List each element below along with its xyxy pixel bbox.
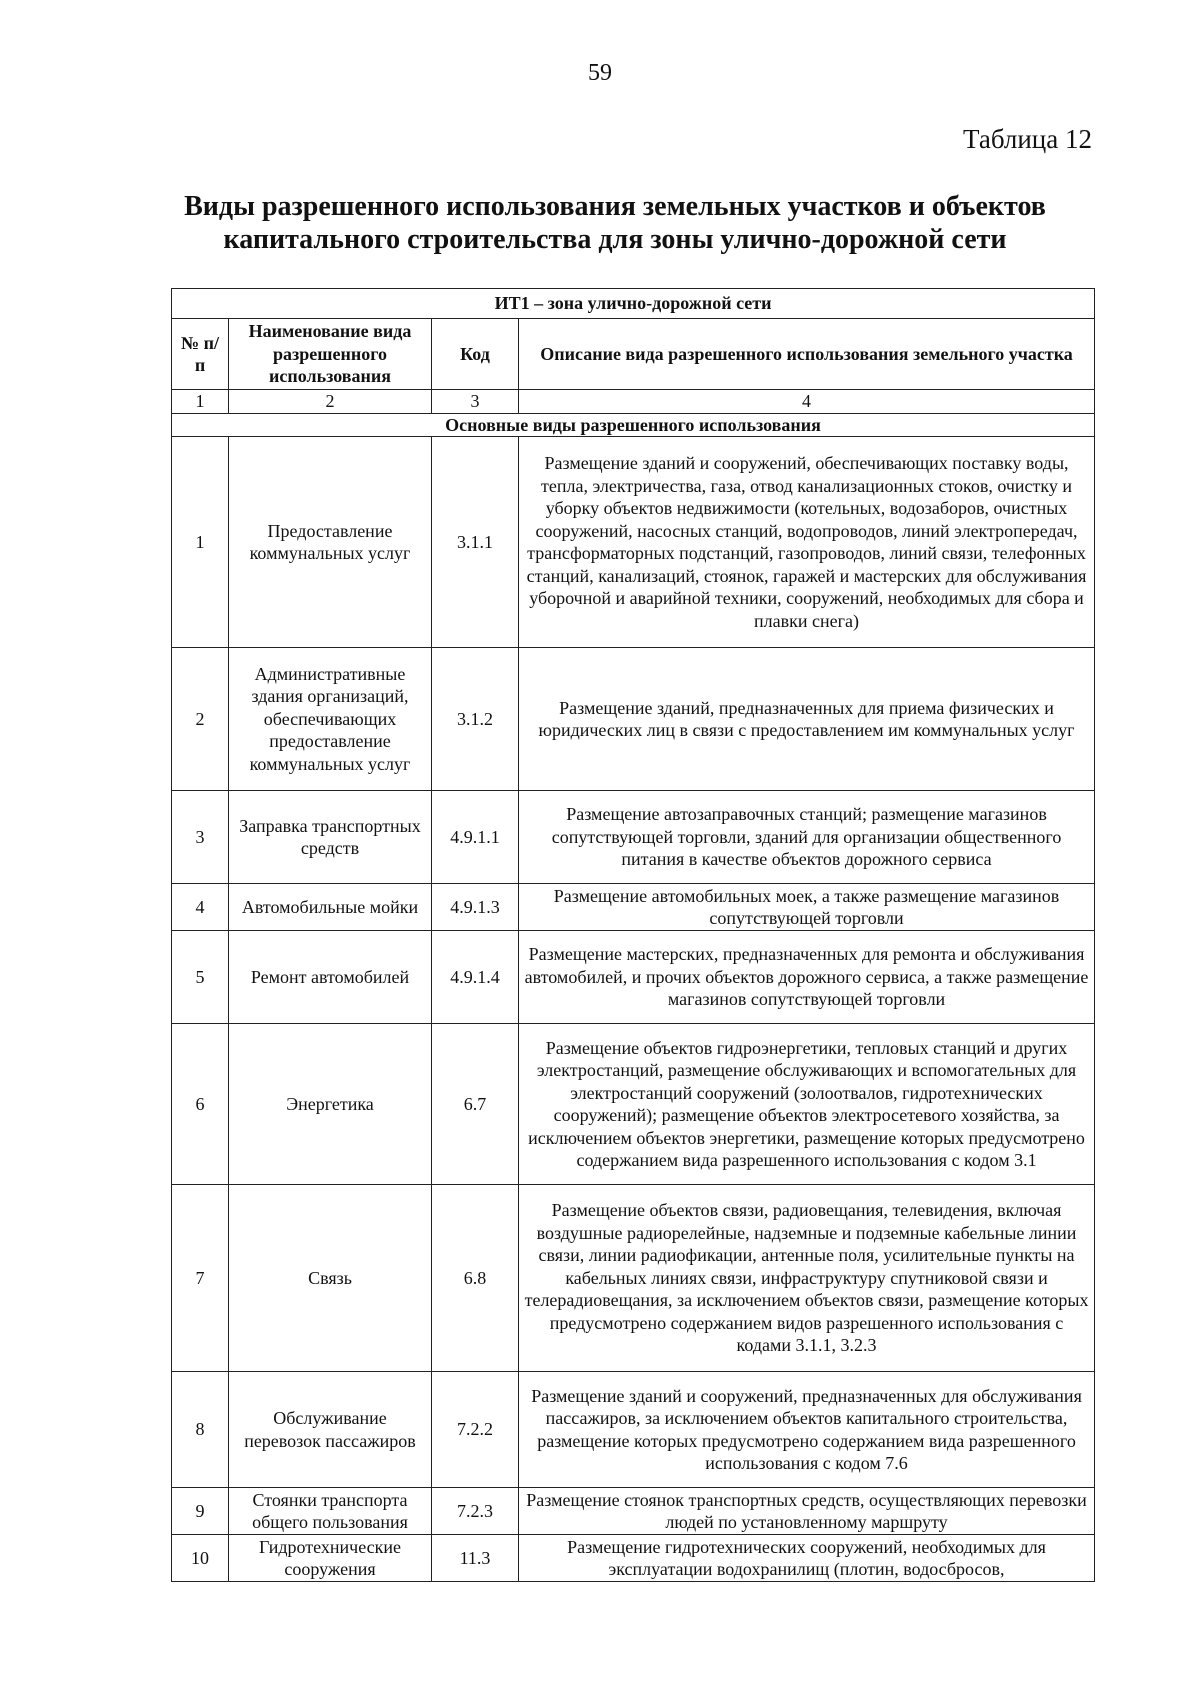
row-name: Ремонт автомобилей — [229, 931, 432, 1024]
row-description: Размещение зданий и сооружений, предназначенных для обслуживания пассажиров, за исключением объектов капитального строительства, размещение которых предусмотрено содержанием вида разрешенного использования с кодом 7.6 — [519, 1372, 1095, 1488]
row-num: 5 — [172, 931, 229, 1024]
section-title: Основные виды разрешенного использования — [172, 413, 1095, 437]
row-num: 2 — [172, 648, 229, 791]
row-name: Связь — [229, 1185, 432, 1372]
row-name: Предоставление коммунальных услуг — [229, 437, 432, 648]
row-description: Размещение объектов гидроэнергетики, тепловых станций и других электростанций, размещение обслуживающих и вспомогательных для электростанций сооружений (золоотвалов, гидротехнических сооружений); размещение объектов электросетевого хозяйства, за исключением объектов энергетики, размещение которых предусмотрено содержанием вида разрешенного использования с кодом 3.1 — [519, 1024, 1095, 1185]
zone-title-row — [172, 289, 1095, 319]
table-row — [172, 884, 1095, 931]
row-name: Гидротехнические сооружения — [229, 1535, 432, 1582]
table-row — [172, 1024, 1095, 1185]
row-code: 3.1.2 — [432, 648, 519, 791]
title-line-1: Виды разрешенного использования земельных участков и объектов — [184, 191, 1046, 222]
row-name: Энергетика — [229, 1024, 432, 1185]
row-num: 10 — [172, 1535, 229, 1582]
row-description: Размещение объектов связи, радиовещания, телевидения, включая воздушные радиорелейные, надземные и подземные кабельные линии связи, линии радиофикации, антенные поля, усилительные пункты на кабельных линиях связи, инфраструктуру спутниковой связи и телерадиовещания, за исключением объектов связи, размещение которых предусмотрено содержанием видов разрешенного использования с кодами 3.1.1, 3.2.3 — [519, 1185, 1095, 1372]
zone-title: ИТ1 – зона улично-дорожной сети — [172, 289, 1095, 319]
table-row — [172, 931, 1095, 1024]
row-description: Размещение стоянок транспортных средств, осуществляющих перевозки людей по установленному маршруту — [519, 1488, 1095, 1535]
table-row — [172, 1372, 1095, 1488]
table-row — [172, 648, 1095, 791]
row-description: Размещение мастерских, предназначенных для ремонта и обслуживания автомобилей, и прочих объектов дорожного сервиса, а также размещение магазинов сопутствующей торговли — [519, 931, 1095, 1024]
column-number: 3 — [432, 390, 519, 414]
section-row — [172, 413, 1095, 437]
row-description: Размещение автомобильных моек, а также размещение магазинов сопутствующей торговли — [519, 884, 1095, 931]
row-num: 4 — [172, 884, 229, 931]
column-number: 4 — [519, 390, 1095, 414]
table-row — [172, 1488, 1095, 1535]
column-number: 2 — [229, 390, 432, 414]
row-name: Заправка транспортных средств — [229, 791, 432, 884]
row-code: 4.9.1.3 — [432, 884, 519, 931]
row-code: 11.3 — [432, 1535, 519, 1582]
land-use-table — [171, 288, 1095, 1582]
row-description: Размещение зданий и сооружений, обеспечивающих поставку воды, тепла, электричества, газа, отвод канализационных стоков, очистку и уборку объектов недвижимости (котельных, водозаборов, очистных сооружений, насосных станций, водопроводов, линий электропередач, трансформаторных подстанций, газопроводов, линий связи, телефонных станций, канализаций, стоянок, гаражей и мастерских для обслуживания уборочной и аварийной техники, сооружений, необходимых для сбора и плавки снега) — [519, 437, 1095, 648]
row-code: 6.7 — [432, 1024, 519, 1185]
row-num: 9 — [172, 1488, 229, 1535]
header-row — [172, 319, 1095, 390]
header-description: Описание вида разрешенного использования земельного участка — [519, 319, 1095, 390]
row-num: 8 — [172, 1372, 229, 1488]
row-name: Стоянки транспорта общего пользования — [229, 1488, 432, 1535]
document-title — [150, 190, 1080, 256]
table-label: Таблица 12 — [963, 124, 1092, 154]
row-name: Обслуживание перевозок пассажиров — [229, 1372, 432, 1488]
title-line-2: капитального строительства для зоны улично-дорожной сети — [223, 224, 1007, 255]
row-num: 3 — [172, 791, 229, 884]
column-number: 1 — [172, 390, 229, 414]
row-num: 6 — [172, 1024, 229, 1185]
table-row — [172, 437, 1095, 648]
row-description: Размещение зданий, предназначенных для приема физических и юридических лиц в связи с предоставлением им коммунальных услуг — [519, 648, 1095, 791]
row-code: 4.9.1.4 — [432, 931, 519, 1024]
header-name: Наименование вида разрешенного использования — [229, 319, 432, 390]
page-number: 59 — [588, 60, 612, 86]
row-description: Размещение гидротехнических сооружений, необходимых для эксплуатации водохранилищ (плотин, водосбросов, — [519, 1535, 1095, 1582]
column-numbers-row — [172, 390, 1095, 414]
row-code: 7.2.2 — [432, 1372, 519, 1488]
row-num: 1 — [172, 437, 229, 648]
row-code: 6.8 — [432, 1185, 519, 1372]
header-code: Код — [432, 319, 519, 390]
row-code: 7.2.3 — [432, 1488, 519, 1535]
table-row — [172, 1185, 1095, 1372]
row-num: 7 — [172, 1185, 229, 1372]
row-description: Размещение автозаправочных станций; размещение магазинов сопутствующей торговли, зданий для организации общественного питания в качестве объектов дорожного сервиса — [519, 791, 1095, 884]
table-row — [172, 791, 1095, 884]
table-row — [172, 1535, 1095, 1582]
header-num: № п/п — [172, 319, 229, 390]
row-name: Административные здания организаций, обеспечивающих предоставление коммунальных услуг — [229, 648, 432, 791]
row-name: Автомобильные мойки — [229, 884, 432, 931]
row-code: 3.1.1 — [432, 437, 519, 648]
row-code: 4.9.1.1 — [432, 791, 519, 884]
